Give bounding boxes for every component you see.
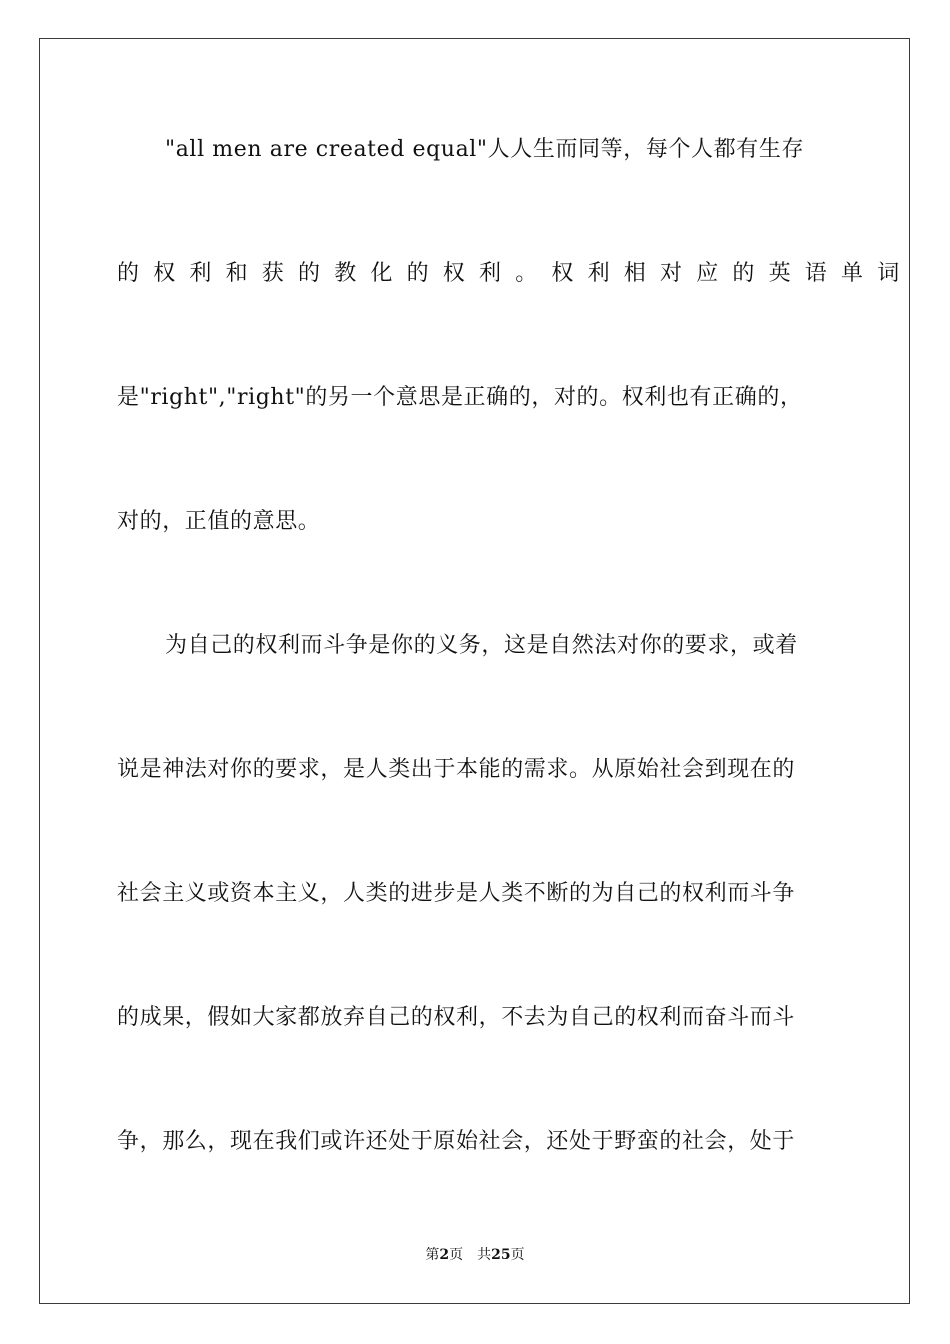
total-suffix: 页 bbox=[510, 1247, 525, 1263]
page-border bbox=[39, 38, 914, 1304]
paragraph-1-line-3: 是"right","right"的另一个意思是正确的，对的。权利也有正确的， bbox=[117, 385, 803, 410]
paragraph-1-line-1: "all men are created equal"人人生而同等，每个人都有生存 bbox=[165, 137, 805, 162]
paragraph-2-line-2: 说是神法对你的要求，是人类出于本能的需求。从原始社会到现在的 bbox=[117, 757, 796, 782]
page-total: 25 bbox=[491, 1247, 511, 1263]
paragraph-1-line-2: 的权利和获的教化的权利。权利相对应的英语单词 bbox=[117, 261, 914, 286]
page-current: 2 bbox=[439, 1247, 450, 1263]
page-footer bbox=[0, 1245, 950, 1265]
paragraph-2-line-1: 为自己的权利而斗争是你的义务，这是自然法对你的要求，或着 bbox=[165, 633, 798, 658]
paragraph-1-line-4: 对的，正值的意思。 bbox=[117, 509, 321, 534]
total-prefix: 共 bbox=[477, 1247, 492, 1263]
page-prefix: 第 bbox=[425, 1247, 440, 1263]
page-suffix: 页 bbox=[449, 1247, 464, 1263]
paragraph-2-line-3: 社会主义或资本主义，人类的进步是人类不断的为自己的权利而斗争 bbox=[117, 881, 796, 906]
paragraph-2-line-5: 争，那么，现在我们或许还处于原始社会，还处于野蛮的社会，处于 bbox=[117, 1129, 796, 1154]
paragraph-2-line-4: 的成果，假如大家都放弃自己的权利，不去为自己的权利而奋斗而斗 bbox=[117, 1005, 796, 1030]
